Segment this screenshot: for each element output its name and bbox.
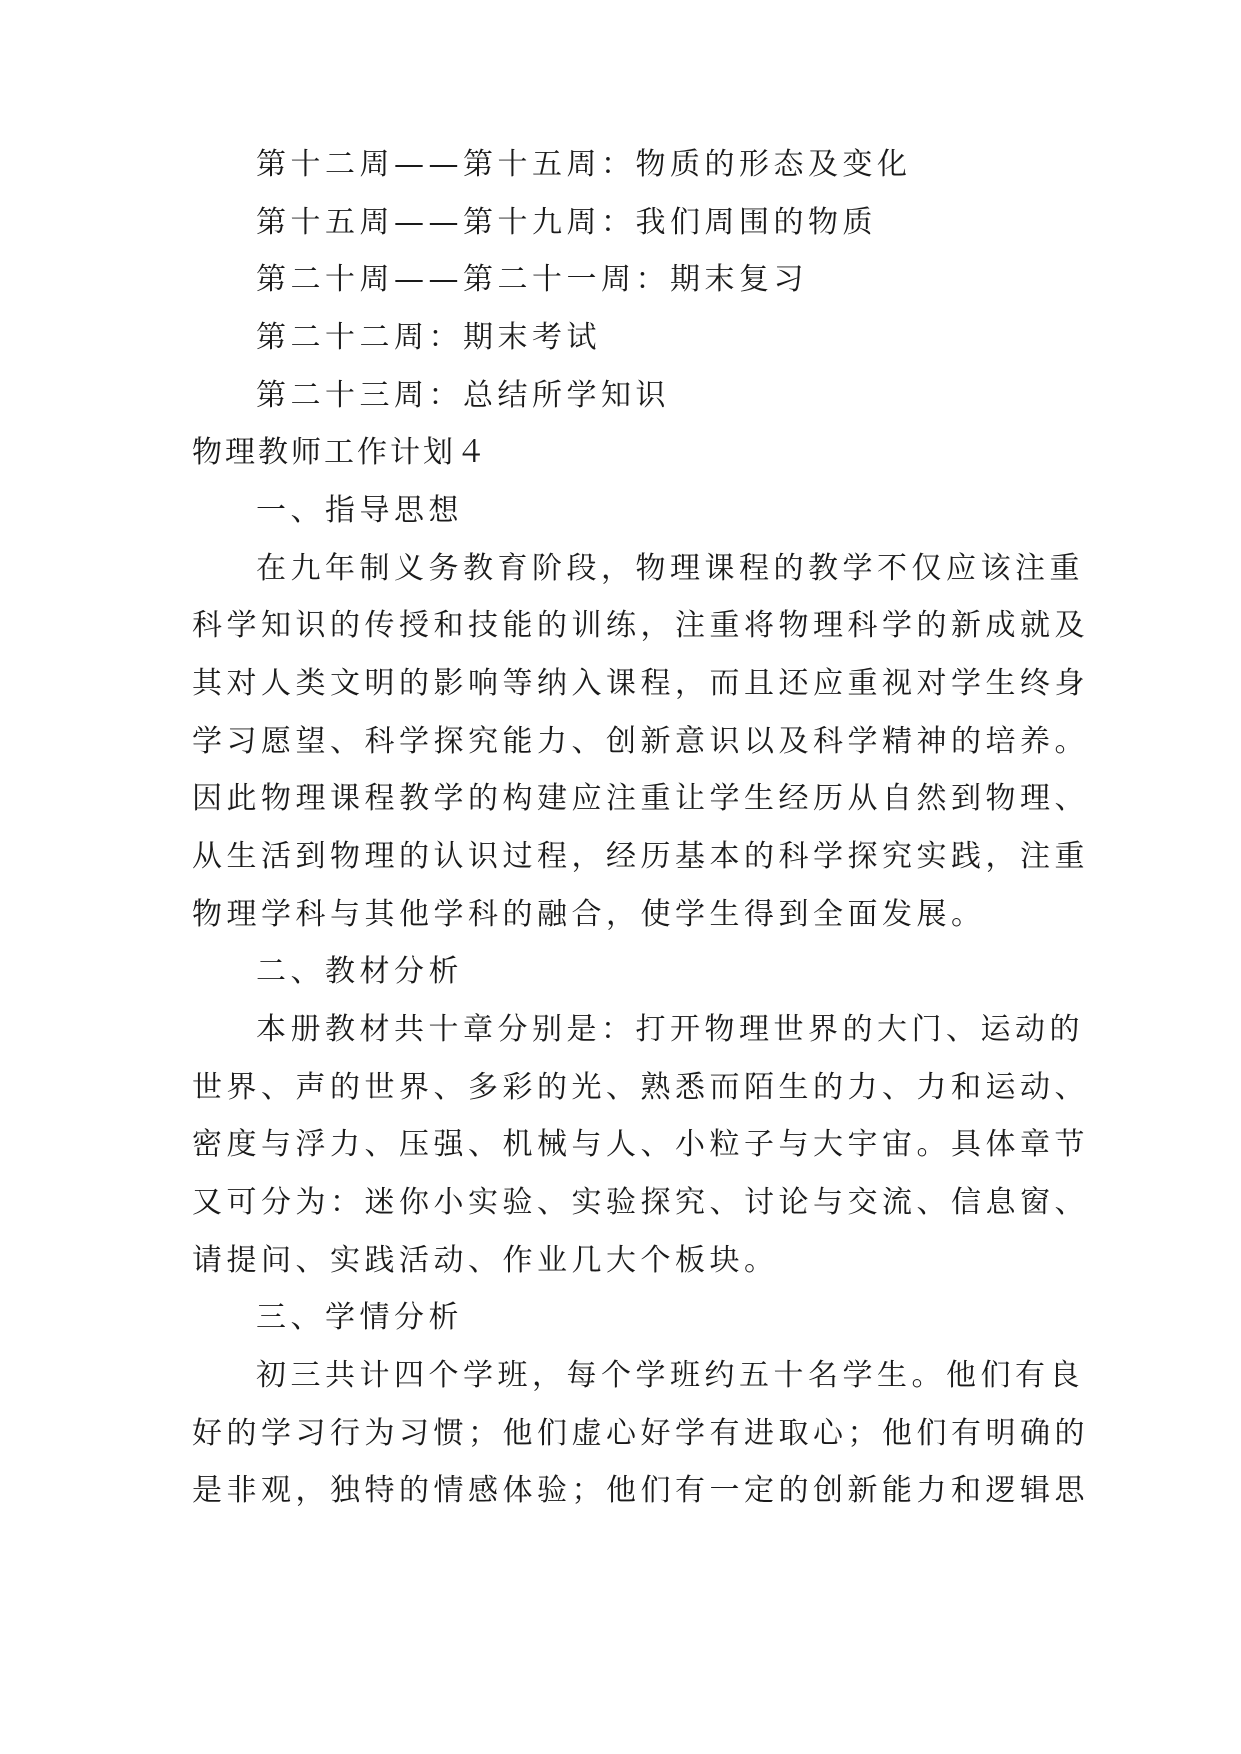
schedule-line-5: 第二十三周：总结所学知识 (256, 378, 670, 413)
section3-line-1: 初三共计四个学班，每个学班约五十名学生。他们有良 (256, 1358, 1084, 1393)
schedule-line-4: 第二十二周：期末考试 (256, 320, 601, 355)
section2-line-3: 密度与浮力、压强、机械与人、小粒子与大宇宙。具体章节 (192, 1127, 1089, 1162)
schedule-line-1: 第十二周——第十五周：物质的形态及变化 (256, 147, 912, 182)
section2-line-4: 又可分为：迷你小实验、实验探究、讨论与交流、信息窗、 (192, 1185, 1089, 1220)
schedule-line-2: 第十五周——第十九周：我们周围的物质 (256, 205, 877, 240)
section2-line-5: 请提问、实践活动、作业几大个板块。 (192, 1243, 779, 1278)
section1-line-4: 学习愿望、科学探究能力、创新意识以及科学精神的培养。 (192, 724, 1089, 759)
section1-line-1: 在九年制义务教育阶段，物理课程的教学不仅应该注重 (256, 551, 1084, 586)
section2-line-1: 本册教材共十章分别是：打开物理世界的大门、运动的 (256, 1012, 1084, 1047)
schedule-line-3: 第二十周——第二十一周：期末复习 (256, 262, 808, 297)
section2-line-2: 世界、声的世界、多彩的光、熟悉而陌生的力、力和运动、 (192, 1070, 1089, 1105)
section3-line-3: 是非观，独特的情感体验；他们有一定的创新能力和逻辑思 (192, 1473, 1089, 1508)
section1-heading: 一、指导思想 (256, 493, 463, 528)
section1-line-7: 物理学科与其他学科的融合，使学生得到全面发展。 (192, 897, 986, 932)
section3-heading: 三、学情分析 (256, 1300, 463, 1335)
section1-line-3: 其对人类文明的影响等纳入课程，而且还应重视对学生终身 (192, 666, 1089, 701)
section1-line-5: 因此物理课程教学的构建应注重让学生经历从自然到物理、 (192, 781, 1089, 816)
section3-line-2: 好的学习行为习惯；他们虚心好学有进取心；他们有明确的 (192, 1416, 1089, 1451)
section1-line-6: 从生活到物理的认识过程，经历基本的科学探究实践，注重 (192, 839, 1089, 874)
section1-line-2: 科学知识的传授和技能的训练，注重将物理科学的新成就及 (192, 608, 1089, 643)
section2-heading: 二、教材分析 (256, 954, 463, 989)
section-title: 物理教师工作计划４ (192, 435, 489, 470)
